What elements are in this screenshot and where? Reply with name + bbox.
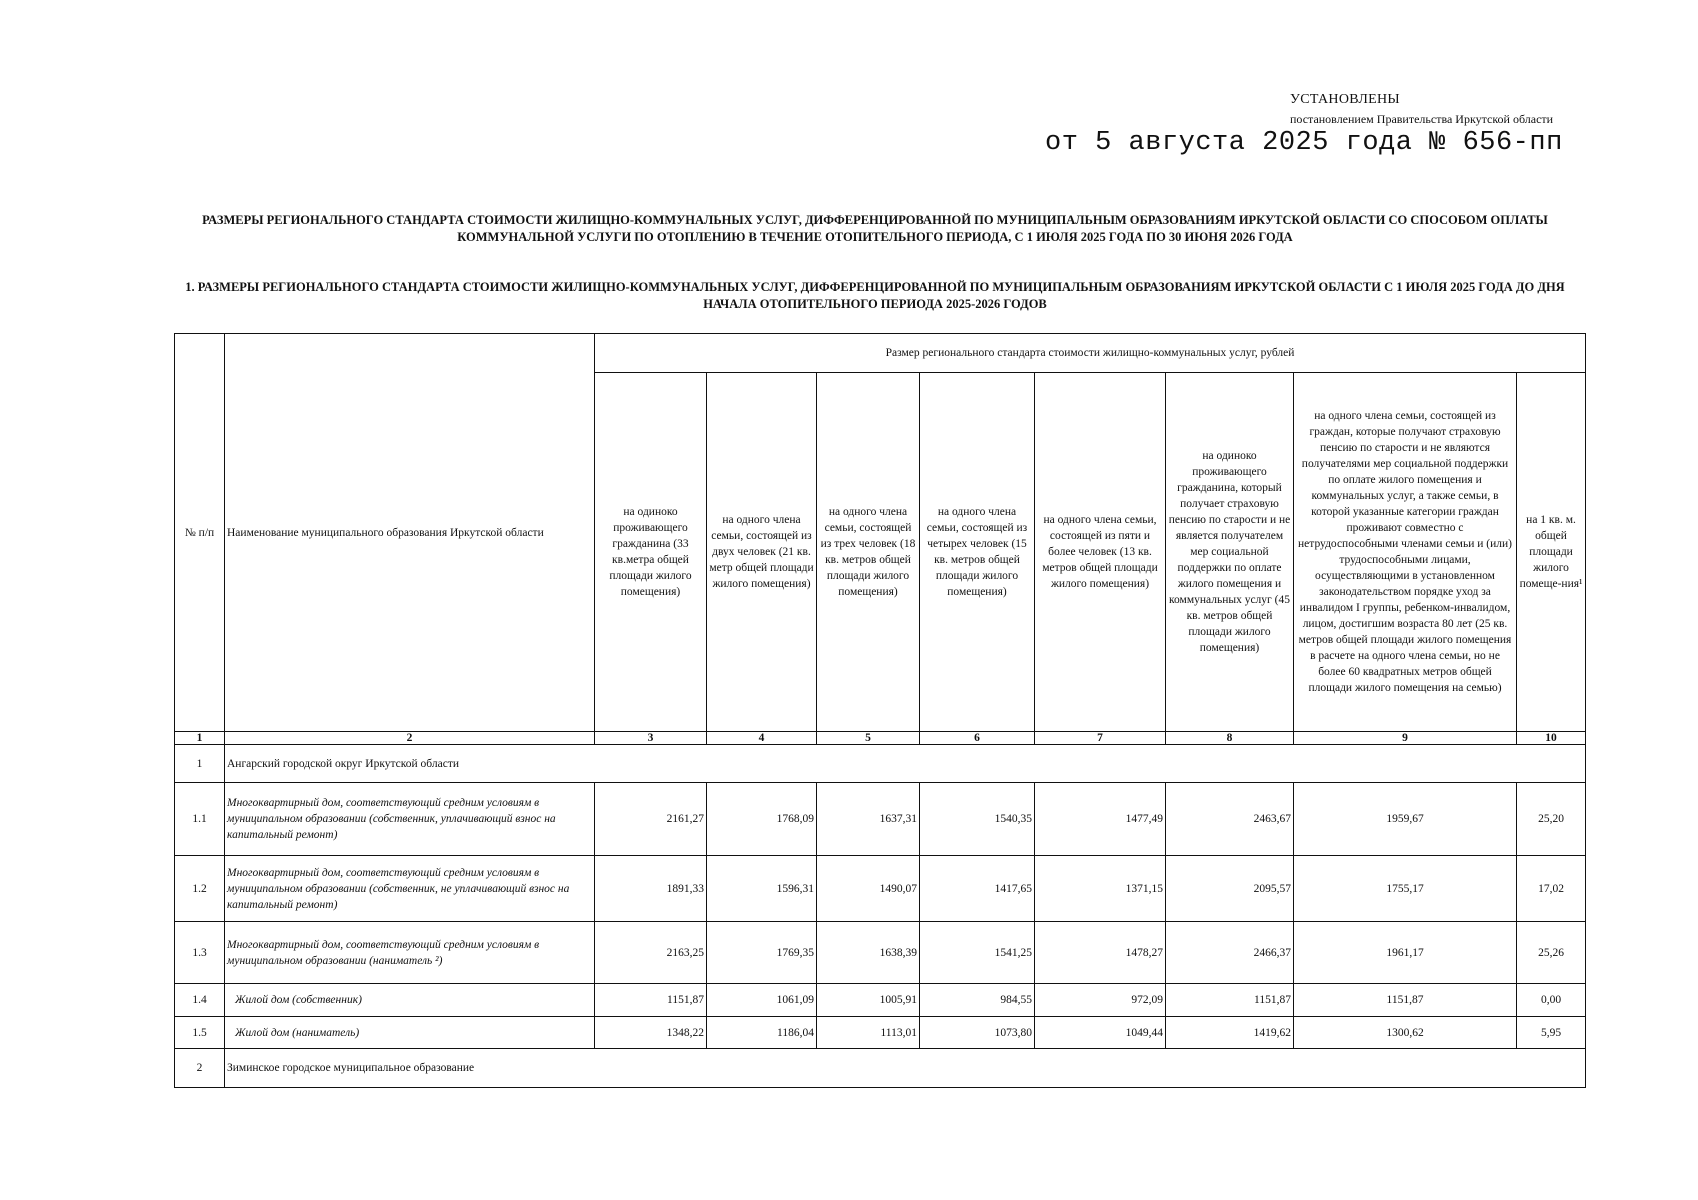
col-header-8: на одиноко проживающего гражданина, который получает страховую пенсию по старости и не является получателем мер социальной поддержки по оплате жилого помещения и коммунальных услуг (45 кв. метров общей площади жилого помещения): [1166, 373, 1294, 732]
table-row: [175, 783, 1586, 856]
col-header-3: на одиноко проживающего гражданина (33 кв.метра общей площади жилого помещения): [595, 373, 707, 732]
cell-value: 1348,22: [595, 1017, 707, 1049]
cell-value: 1755,17: [1294, 856, 1517, 922]
standards-table: [174, 333, 1586, 1088]
col-header-name: Наименование муниципального образования Иркутской области: [225, 334, 595, 732]
row-name: Многоквартирный дом, соответствующий средним условиям в муниципальном образовании (собственник, не уплачивающий взнос на капитальный ремонт): [225, 856, 595, 922]
col-header-6: на одного члена семьи, состоящей из четырех человек (15 кв. метров общей площади жилого помещения): [920, 373, 1035, 732]
cell-value: 972,09: [1035, 984, 1166, 1017]
row-number: 1.3: [175, 922, 225, 984]
row-number: 1.2: [175, 856, 225, 922]
cell-value: 1417,65: [920, 856, 1035, 922]
col-header-5: на одного члена семьи, состоящей из трех человек (18 кв. метров общей площади жилого помещения): [817, 373, 920, 732]
cell-value: 1061,09: [707, 984, 817, 1017]
approved-by-label: постановлением Правительства Иркутской области: [1290, 112, 1554, 126]
cell-value: 1637,31: [817, 783, 920, 856]
section-row: [175, 745, 1586, 783]
cell-value: 1959,67: [1294, 783, 1517, 856]
section-name: Зиминское городское муниципальное образование: [225, 1049, 1586, 1088]
column-number-row: [175, 732, 1586, 745]
row-number: 1.1: [175, 783, 225, 856]
col-header-4: на одного члена семьи, состоящей из двух человек (21 кв. метр общей площади жилого помещения): [707, 373, 817, 732]
cell-value: 1005,91: [817, 984, 920, 1017]
col-number: 5: [817, 732, 920, 745]
cell-value: 1541,25: [920, 922, 1035, 984]
table-row: [175, 922, 1586, 984]
section-row: [175, 1049, 1586, 1088]
cell-value: 1113,01: [817, 1017, 920, 1049]
cell-value: 17,02: [1517, 856, 1586, 922]
cell-value: 984,55: [920, 984, 1035, 1017]
cell-value: 25,26: [1517, 922, 1586, 984]
cell-value: 1151,87: [1294, 984, 1517, 1017]
col-number: 2: [225, 732, 595, 745]
col-header-number: № п/п: [175, 334, 225, 732]
cell-value: 25,20: [1517, 783, 1586, 856]
col-header-7: на одного члена семьи, состоящей из пяти и более человек (13 кв. метров общей площади жилого помещения): [1035, 373, 1166, 732]
row-name: Многоквартирный дом, соответствующий средним условиям в муниципальном образовании (наниматель ²): [225, 922, 595, 984]
cell-value: 1073,80: [920, 1017, 1035, 1049]
cell-value: 1151,87: [1166, 984, 1294, 1017]
col-number: 3: [595, 732, 707, 745]
col-header-9: на одного члена семьи, состоящей из граждан, которые получают страховую пенсию по старости и не являются получателями мер социальной поддержки по оплате жилого помещения и коммунальных услуг, а также семьи, в которой указанные категории граждан проживают совместно с нетрудоспособными членами семьи и (или) трудоспособными лицами, осуществляющими в установленном законодательством порядке уход за инвалидом I группы, ребенком-инвалидом, лицом, достигшим возраста 80 лет (25 кв. метров общей площади жилого помещения в расчете на одного члена семьи, но не более 60 квадратных метров общей площади жилого помещения на семью): [1294, 373, 1517, 732]
cell-value: 1961,17: [1294, 922, 1517, 984]
cell-value: 1186,04: [707, 1017, 817, 1049]
group-header: Размер регионального стандарта стоимости жилищно-коммунальных услуг, рублей: [595, 334, 1586, 373]
table-row: [175, 984, 1586, 1017]
approved-label: УСТАНОВЛЕНЫ: [1290, 92, 1400, 107]
cell-value: 1596,31: [707, 856, 817, 922]
section-number: 1: [175, 745, 225, 783]
cell-value: 1151,87: [595, 984, 707, 1017]
cell-value: 1490,07: [817, 856, 920, 922]
col-number: 10: [1517, 732, 1586, 745]
cell-value: 1419,62: [1166, 1017, 1294, 1049]
row-name: Жилой дом (собственник): [225, 984, 595, 1017]
cell-value: 2466,37: [1166, 922, 1294, 984]
row-number: 1.4: [175, 984, 225, 1017]
col-number: 9: [1294, 732, 1517, 745]
cell-value: 1891,33: [595, 856, 707, 922]
section-title: 1. РАЗМЕРЫ РЕГИОНАЛЬНОГО СТАНДАРТА СТОИМОСТИ ЖИЛИЩНО-КОММУНАЛЬНЫХ УСЛУГ, ДИФФЕРЕНЦИРОВАННОЙ ПО МУНИЦИПАЛЬНЫМ ОБРАЗОВАНИЯМ ИРКУТСКОЙ ОБЛАСТИ С 1 ИЮЛЯ 2025 ГОДА ДО ДНЯ НАЧАЛА ОТОПИТЕЛЬНОГО ПЕРИОДА 2025-2026 ГОДОВ: [185, 280, 1565, 311]
row-name: Многоквартирный дом, соответствующий средним условиям в муниципальном образовании (собственник, уплачивающий взнос на капитальный ремонт): [225, 783, 595, 856]
section-name: Ангарский городской округ Иркутской области: [225, 745, 1586, 783]
cell-value: 2095,57: [1166, 856, 1294, 922]
cell-value: 1638,39: [817, 922, 920, 984]
decree-stamp: от 5 августа 2025 года № 656-пп: [1045, 128, 1563, 158]
cell-value: 1768,09: [707, 783, 817, 856]
document-title: РАЗМЕРЫ РЕГИОНАЛЬНОГО СТАНДАРТА СТОИМОСТИ ЖИЛИЩНО-КОММУНАЛЬНЫХ УСЛУГ, ДИФФЕРЕНЦИРОВАННОЙ ПО МУНИЦИПАЛЬНЫМ ОБРАЗОВАНИЯМ ИРКУТСКОЙ ОБЛАСТИ СО СПОСОБОМ ОПЛАТЫ КОММУНАЛЬНОЙ УСЛУГИ ПО ОТОПЛЕНИЮ В ТЕЧЕНИЕ ОТОПИТЕЛЬНОГО ПЕРИОДА, С 1 ИЮЛЯ 2025 ГОДА ПО 30 ИЮНЯ 2026 ГОДА: [202, 213, 1548, 244]
col-number: 7: [1035, 732, 1166, 745]
col-header-10: на 1 кв. м. общей площади жилого помеще-ния¹: [1517, 373, 1586, 732]
cell-value: 1769,35: [707, 922, 817, 984]
cell-value: 2161,27: [595, 783, 707, 856]
cell-value: 1049,44: [1035, 1017, 1166, 1049]
cell-value: 1477,49: [1035, 783, 1166, 856]
cell-value: 1540,35: [920, 783, 1035, 856]
section-number: 2: [175, 1049, 225, 1088]
cell-value: 5,95: [1517, 1017, 1586, 1049]
cell-value: 2163,25: [595, 922, 707, 984]
row-name: Жилой дом (наниматель): [225, 1017, 595, 1049]
table-row: [175, 1017, 1586, 1049]
cell-value: 1478,27: [1035, 922, 1166, 984]
row-number: 1.5: [175, 1017, 225, 1049]
table-row: [175, 856, 1586, 922]
cell-value: 1371,15: [1035, 856, 1166, 922]
cell-value: 1300,62: [1294, 1017, 1517, 1049]
cell-value: 2463,67: [1166, 783, 1294, 856]
col-number: 1: [175, 732, 225, 745]
cell-value: 0,00: [1517, 984, 1586, 1017]
col-number: 6: [920, 732, 1035, 745]
col-number: 4: [707, 732, 817, 745]
col-number: 8: [1166, 732, 1294, 745]
